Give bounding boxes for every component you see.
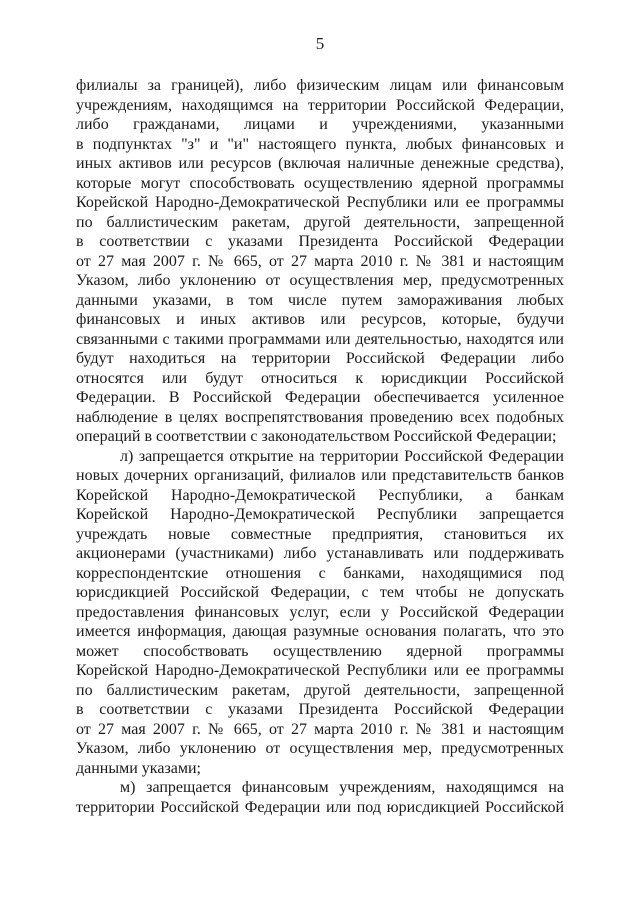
text-line: в подпунктах "з" и "и" настоящего пункта, любых финансовых и [76,135,564,153]
text-line: Корейской Народно-Демократической Республики, а банкам [76,486,564,504]
text-line: которые могут способствовать осуществлению ядерной программы [76,174,564,192]
text-line: будут находиться на территории Российской Федерации либо [76,350,564,367]
text-line: в соответствии с указами Президента Российской Федерации [76,233,564,250]
text-line: от 27 мая 2007 г. № 665, от 27 марта 2010 г. № 381 и настоящим [76,720,564,738]
text-line: акционерами (участниками) либо устанавливать или поддерживать [76,545,564,562]
text-line: Корейской Народно-Демократической Республики запрещается [76,506,564,523]
text-line: либо гражданами, лицами и учреждениями, указанными [76,116,564,133]
text-line: юрисдикцией Российской Федерации, с тем чтобы не допускать [76,584,564,601]
text-line: территории Российской Федерации или под юрисдикцией Российской [76,798,564,816]
text-line: связанными с такими программами или деятельностью, находятся или [76,330,564,348]
text-line: в соответствии с указами Президента Российской Федерации [76,701,564,718]
document-body [76,76,564,817]
text-line: предоставления финансовых услуг, если у Российской Федерации [76,603,564,621]
paragraph-m-first-line: м) запрещается финансовым учреждениям, находящимся на [120,779,564,796]
text-line: корреспондентские отношения с банками, находящимися под [76,564,564,582]
paragraph-l-first-line: л) запрещается открытие на территории Российской Федерации [120,447,564,465]
text-line: операций в соответствии с законодательством Российской Федерации; [76,428,557,445]
text-line: Федерации. В Российской Федерации обеспечивается усиленное [76,389,564,406]
text-line: данными указами, в том числе путем замораживания любых [76,291,564,309]
text-line: учреждениям, находящимся на территории Российской Федерации, [76,96,564,114]
text-line: по баллистическим ракетам, другой деятельности, запрещенной [76,681,564,699]
text-line: новых дочерних организаций, филиалов или представительств банков [76,467,564,484]
text-line: данными указами; [76,759,201,777]
text-line: имеется информация, дающая разумные основания полагать, что это [76,623,564,640]
text-line: от 27 мая 2007 г. № 665, от 27 марта 2010 г. № 381 и настоящим [76,252,564,270]
text-line: Указом, либо уклонению от осуществления мер, предусмотренных [76,740,564,757]
text-line: Корейской Народно-Демократической Республики или ее программы [76,662,564,679]
text-line: Указом, либо уклонению от осуществления мер, предусмотренных [76,272,564,289]
page-number: 5 [315,34,325,53]
text-line: по баллистическим ракетам, другой деятельности, запрещенной [76,213,564,231]
text-line: Корейской Народно-Демократической Республики или ее программы [76,194,564,211]
text-line: финансовых и иных активов или ресурсов, которые, будучи [76,311,564,328]
text-line: может способствовать осуществлению ядерной программы [76,642,564,660]
text-line: учреждать новые совместные предприятия, становиться их [76,525,564,543]
text-line: иных активов или ресурсов (включая наличные денежные средства), [76,155,564,172]
text-line: филиалы за границей), либо физическим лицам или финансовым [76,77,564,94]
text-line: относятся или будут относиться к юрисдикции Российской [76,369,564,387]
text-line: наблюдение в целях воспрепятствования проведению всех подобных [76,408,564,426]
